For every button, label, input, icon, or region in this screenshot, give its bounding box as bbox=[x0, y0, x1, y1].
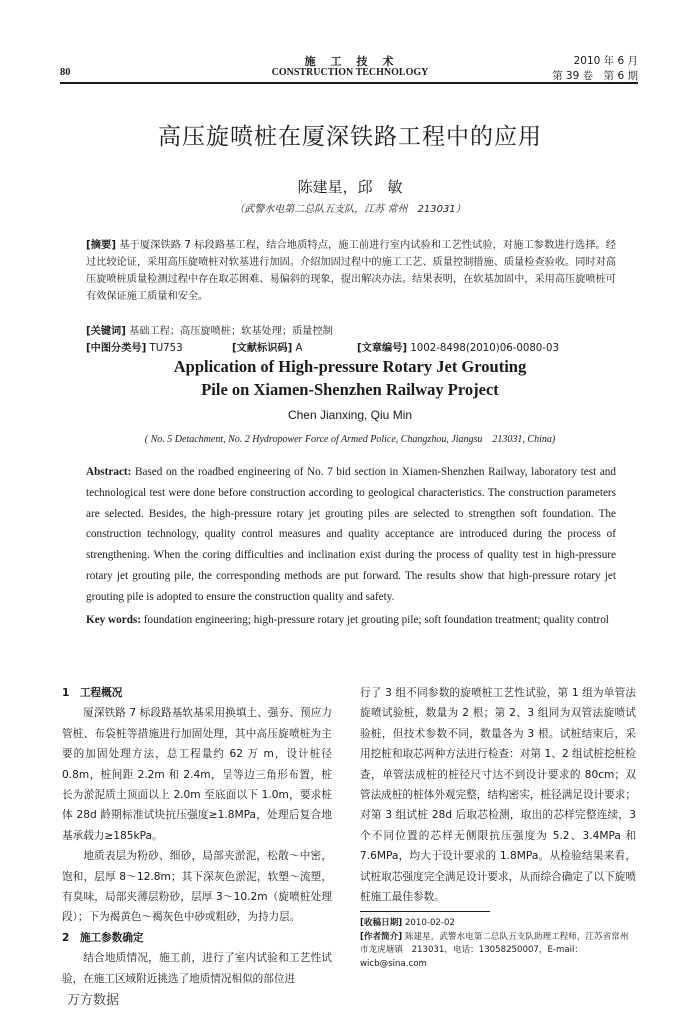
doc-code-value: A bbox=[295, 343, 303, 354]
keywords-en bbox=[86, 610, 616, 631]
journal-name-cn: 施 工 技 术 bbox=[304, 55, 396, 68]
doc-code-label: [文献标识码] bbox=[232, 343, 293, 354]
title-en-line-2: Pile on Xiamen-Shenzhen Railway Project bbox=[201, 380, 499, 399]
received-date bbox=[360, 917, 632, 931]
section-1-heading: 1 工程概况 bbox=[62, 687, 123, 699]
section-1-paragraph-1: 厦深铁路 7 标段路基软基采用换填土、强夯、预应力管桩、布袋桩等措施进行加固处理，其中高压旋喷桩为主要的加固处理方法，总工程量约 62 万 m，设计桩径 0.8m，桩间距 2.2m 和 2.4m，呈等边三角形布置，桩长为淤泥质土顶面以上 2.0m 至底面以下 1.0m，要求桩体 28d 龄期标准试块抗压强度≥1.8MPa，处理后复合地基承载力≥185kPa。 bbox=[62, 707, 332, 842]
footnote bbox=[360, 917, 632, 971]
classification-row bbox=[86, 339, 183, 354]
clc-value: TU753 bbox=[149, 343, 183, 354]
watermark: 万方数据 bbox=[67, 993, 120, 1008]
section-2-heading: 2 施工参数确定 bbox=[62, 931, 144, 944]
authors-cn: 陈建星，邱 敏 bbox=[297, 178, 403, 196]
body-column-right bbox=[360, 683, 636, 907]
journal-name-en: CONSTRUCTION TECHNOLOGY bbox=[271, 67, 429, 78]
author-bio-text: 陈建星，武警水电第二总队五支队助理工程师，江苏省常州市龙虎塘镇 213031，电话：13058250007，E-mail：wicb@sina.com bbox=[360, 931, 629, 969]
column-2-paragraph-1: 行了 3 组不同参数的旋喷桩工艺性试验，第 1 组为单管法旋喷试验桩，数量为 2 根；第 2、3 组同为双管法旋喷试验桩，但技术参数不同，数量各为 3 根。试桩结束后，采用挖桩和取芯两种方法进行检查：对第 1、2 组试桩挖桩检查，单管法成桩的桩径尺寸达不到设计要求的 80cm；双管法成桩的桩体外观完整，结构密实，桩径满足设计要求；对第 3 组试桩 28d 后取芯检测，取出的芯样完整连续，3 个不同位置的芯样无侧限抗压强度为 5.2、3.4MPa 和 7.6MPa，均大于设计要求的 1.8MPa。从检验结果来看，试桩取芯强度完全满足设计要求，从而综合确定了以下旋喷桩施工最佳参数。 bbox=[360, 687, 636, 904]
author-bio-label: [作者简介] bbox=[360, 931, 403, 942]
header-rule bbox=[60, 82, 638, 84]
author-bio bbox=[360, 931, 632, 972]
section-2-paragraph-1: 结合地质情况，施工前，进行了室内试验和工艺性试验，在施工区域附近挑选了地质情况相似的部位进 bbox=[62, 952, 332, 985]
page-number: 80 bbox=[60, 67, 71, 78]
title-en bbox=[0, 355, 700, 401]
abstract-cn-text: 基于厦深铁路 7 标段路基工程，结合地质特点，施工前进行室内试验和工艺性试验，对施工参数进行选择。经过比较论证，采用高压旋喷桩对软基进行加固。介绍加固过程中的施工工艺、质量控制措施、质量检查验收。同时对高压旋喷桩质量检测过程中存在取芯困难、易偏斜的现象，提出解决办法。结果表明，在软基加固中，采用高压旋喷桩可有效保证施工质量和安全。 bbox=[86, 240, 616, 302]
issue-date: 2010 年 6 月 bbox=[573, 55, 638, 67]
received-value: 2010-02-02 bbox=[404, 918, 455, 928]
abstract-cn-label: [摘要] bbox=[86, 240, 116, 251]
affiliation-cn: （武警水电第二总队五支队，江苏 常州 213031） bbox=[234, 204, 466, 215]
article-number-row bbox=[357, 339, 559, 354]
article-number-label: [文章编号] bbox=[357, 343, 408, 354]
article-number-value: 1002-8498(2010)06-0080-03 bbox=[410, 343, 559, 354]
keywords-cn bbox=[86, 322, 333, 337]
authors-en: Chen Jianxing, Qiu Min bbox=[287, 408, 413, 422]
keywords-en-text: foundation engineering; high-pressure rotary jet grouting pile; soft foundation treatment; quality control bbox=[143, 613, 609, 626]
keywords-en-label: Key words: bbox=[86, 613, 141, 626]
title-en-line-1: Application of High-pressure Rotary Jet Grouting bbox=[173, 357, 527, 376]
abstract-en-text: Based on the roadbed engineering of No. 7 bid section in Xiamen-Shenzhen Railway, laboratory test and technological test were done before construction according to geological characteristics. The construction parameters are selected. Besides, the high-pressure rotary jet grouting piles are selected to strengthen soft foundation. The construction technology, quality control measures and quality acceptance are introduced during the process of strengthening. When the coring difficulties and inclination exist during the process of quality test in high-pressure rotary jet grouting pile, the corresponding methods are put forward. The results show that high-pressure rotary jet grouting pile is adopted to ensure the construction quality and safety. bbox=[86, 466, 616, 603]
doc-code-row bbox=[232, 339, 302, 354]
clc-label: [中图分类号] bbox=[86, 343, 147, 354]
footnote-rule bbox=[360, 911, 490, 912]
abstract-cn bbox=[86, 237, 616, 305]
abstract-en bbox=[86, 462, 616, 630]
received-label: [收稿日期] bbox=[360, 918, 403, 928]
abstract-en-label: Abstract: bbox=[86, 466, 132, 478]
body-column-left bbox=[62, 683, 332, 989]
section-1-paragraph-2: 地质表层为粉砂、细砂，局部夹淤泥，松散～中密，饱和，层厚 8～12.8m；其下深灰色淤泥，软塑～流塑，有臭味，局部夹薄层粉砂，层厚 3～10.2m（旋喷桩处理段）；下为褐黄色～褐灰色中砂或粗砂，为持力层。 bbox=[62, 850, 332, 924]
keywords-cn-label: [关键词] bbox=[86, 326, 126, 337]
volume-issue: 第 39 卷 第 6 期 bbox=[552, 70, 638, 82]
keywords-cn-text: 基础工程；高压旋喷桩；软基处理；质量控制 bbox=[129, 326, 333, 337]
title-cn: 高压旋喷桩在厦深铁路工程中的应用 bbox=[158, 124, 542, 150]
affiliation-en: ( No. 5 Detachment, No. 2 Hydropower Force of Armed Police, Changzhou, Jiangsu 213031, China) bbox=[144, 434, 556, 445]
